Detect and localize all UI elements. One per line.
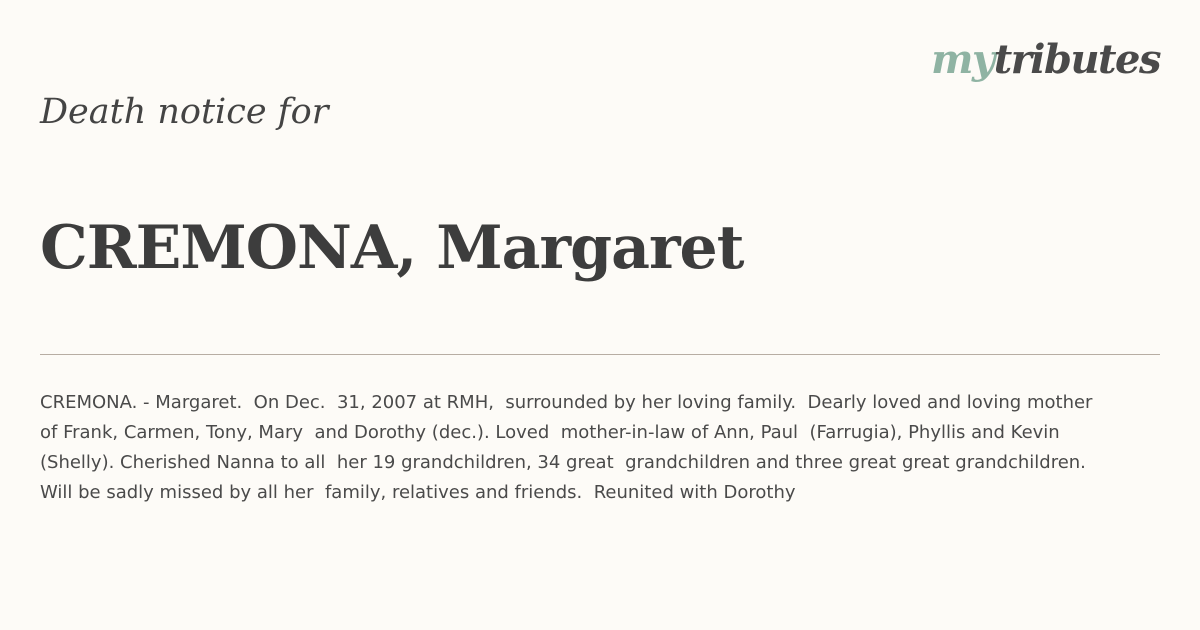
logo-part-tributes: tributes	[993, 36, 1160, 83]
notice-text: CREMONA. - Margaret. On Dec. 31, 2007 at RMH, surrounded by her loving family. Dearly loved and loving mother of Frank, Carmen, Tony, Mary and Dorothy (dec.). Loved mother-in-law of Ann, Paul (Farrugia), Phyllis and Kevin (Shelly). Cherished Nanna to all her 19 grandchildren, 34 great grandchildren and three great great grandchildren. Will be sadly missed by all her family, relatives and friends. Reunited with Dorothy	[40, 392, 1104, 503]
mytributes-logo[interactable]	[931, 34, 1160, 86]
logo-part-my: my	[931, 36, 994, 83]
section-divider	[40, 354, 1160, 355]
deceased-name: CREMONA, Margaret	[40, 213, 744, 283]
page-subtitle: Death notice for	[40, 92, 329, 132]
